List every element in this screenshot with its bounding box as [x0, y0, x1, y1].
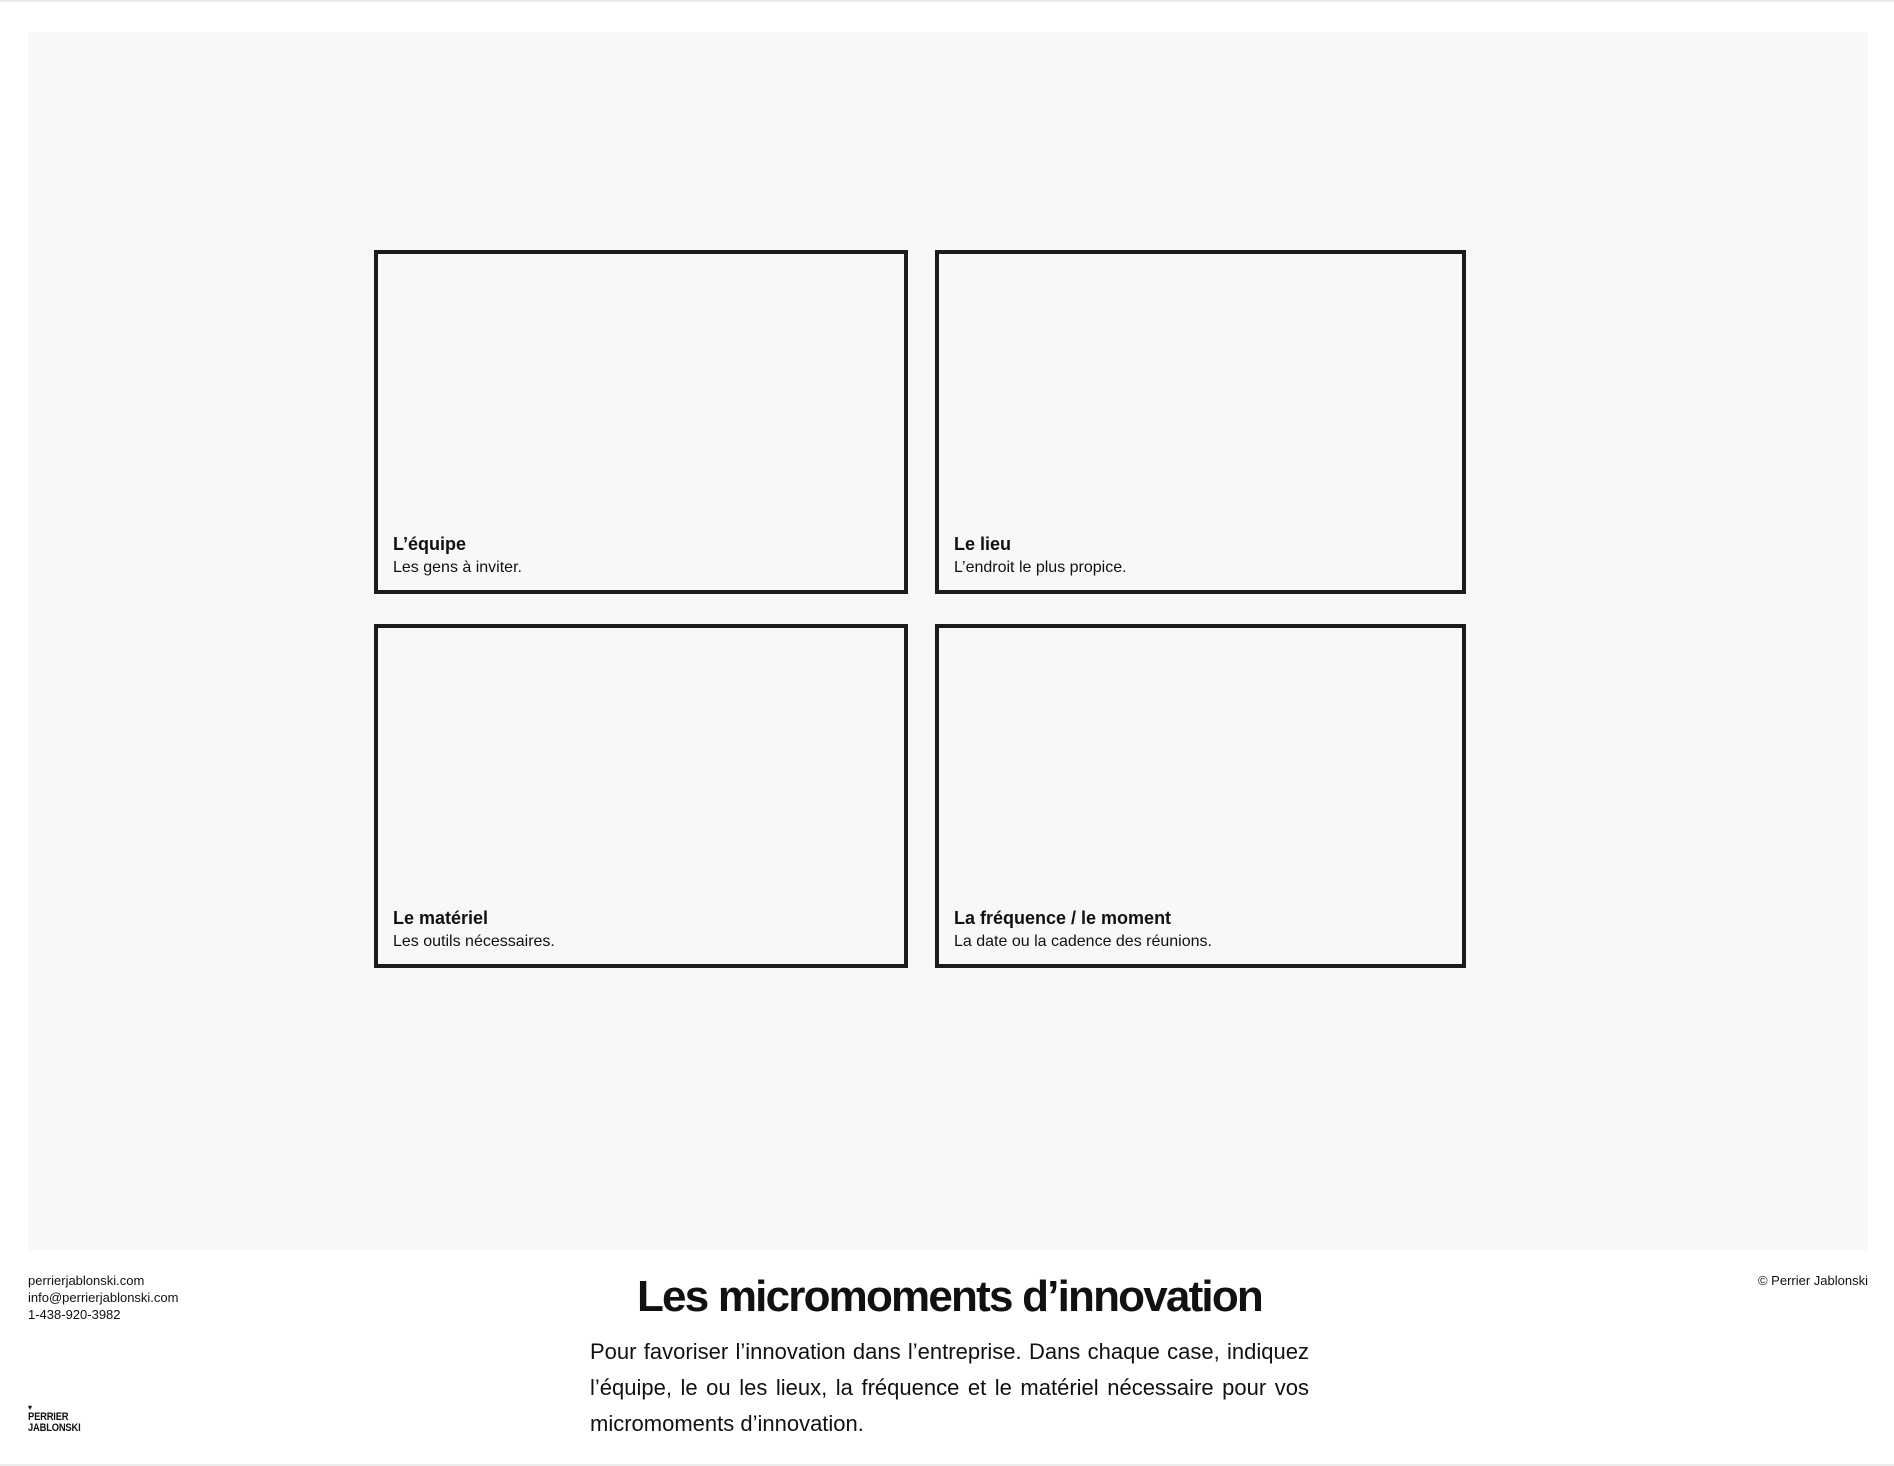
title-block	[590, 1268, 1309, 1442]
copyright-notice: © Perrier Jablonski	[1757, 1273, 1868, 1288]
phone-number: 1-438-920-3982	[28, 1307, 121, 1322]
box-label	[954, 533, 1127, 579]
logo-mark-icon: ♥	[28, 1403, 32, 1412]
box-description: La date ou la cadence des réunions.	[954, 933, 1212, 950]
box-title: Le matériel	[393, 908, 489, 928]
box-lieu[interactable]	[935, 250, 1466, 594]
box-title: La fréquence / le moment	[954, 908, 1172, 928]
box-title: Le lieu	[954, 534, 1012, 554]
page-title: Les micromoments d’innovation	[636, 1272, 1262, 1321]
box-materiel[interactable]	[374, 624, 908, 968]
box-label	[393, 907, 555, 953]
box-title: L’équipe	[393, 534, 467, 554]
website-link[interactable]: perrierjablonski.com	[28, 1273, 145, 1288]
company-logo	[28, 1404, 79, 1438]
box-frequence[interactable]	[935, 624, 1466, 968]
logo-line-1: PERRIER	[28, 1411, 69, 1423]
page-description: Pour favoriser l’innovation dans l’entreprise. Dans chaque case, indiquez l’équipe, le ou les lieux, la fréquence et le matériel nécessaire pour vos micromoments d’innovation.	[590, 1339, 1309, 1436]
box-label	[954, 907, 1212, 953]
box-equipe[interactable]	[374, 250, 908, 594]
box-label	[393, 533, 522, 579]
box-description: Les gens à inviter.	[393, 559, 522, 576]
box-description: Les outils nécessaires.	[393, 933, 555, 950]
logo-line-2: JABLONSKI	[28, 1422, 81, 1434]
email-link[interactable]: info@perrierjablonski.com	[28, 1290, 179, 1305]
top-divider	[0, 0, 1894, 2]
contact-info	[28, 1272, 178, 1323]
box-description: L’endroit le plus propice.	[954, 559, 1127, 576]
